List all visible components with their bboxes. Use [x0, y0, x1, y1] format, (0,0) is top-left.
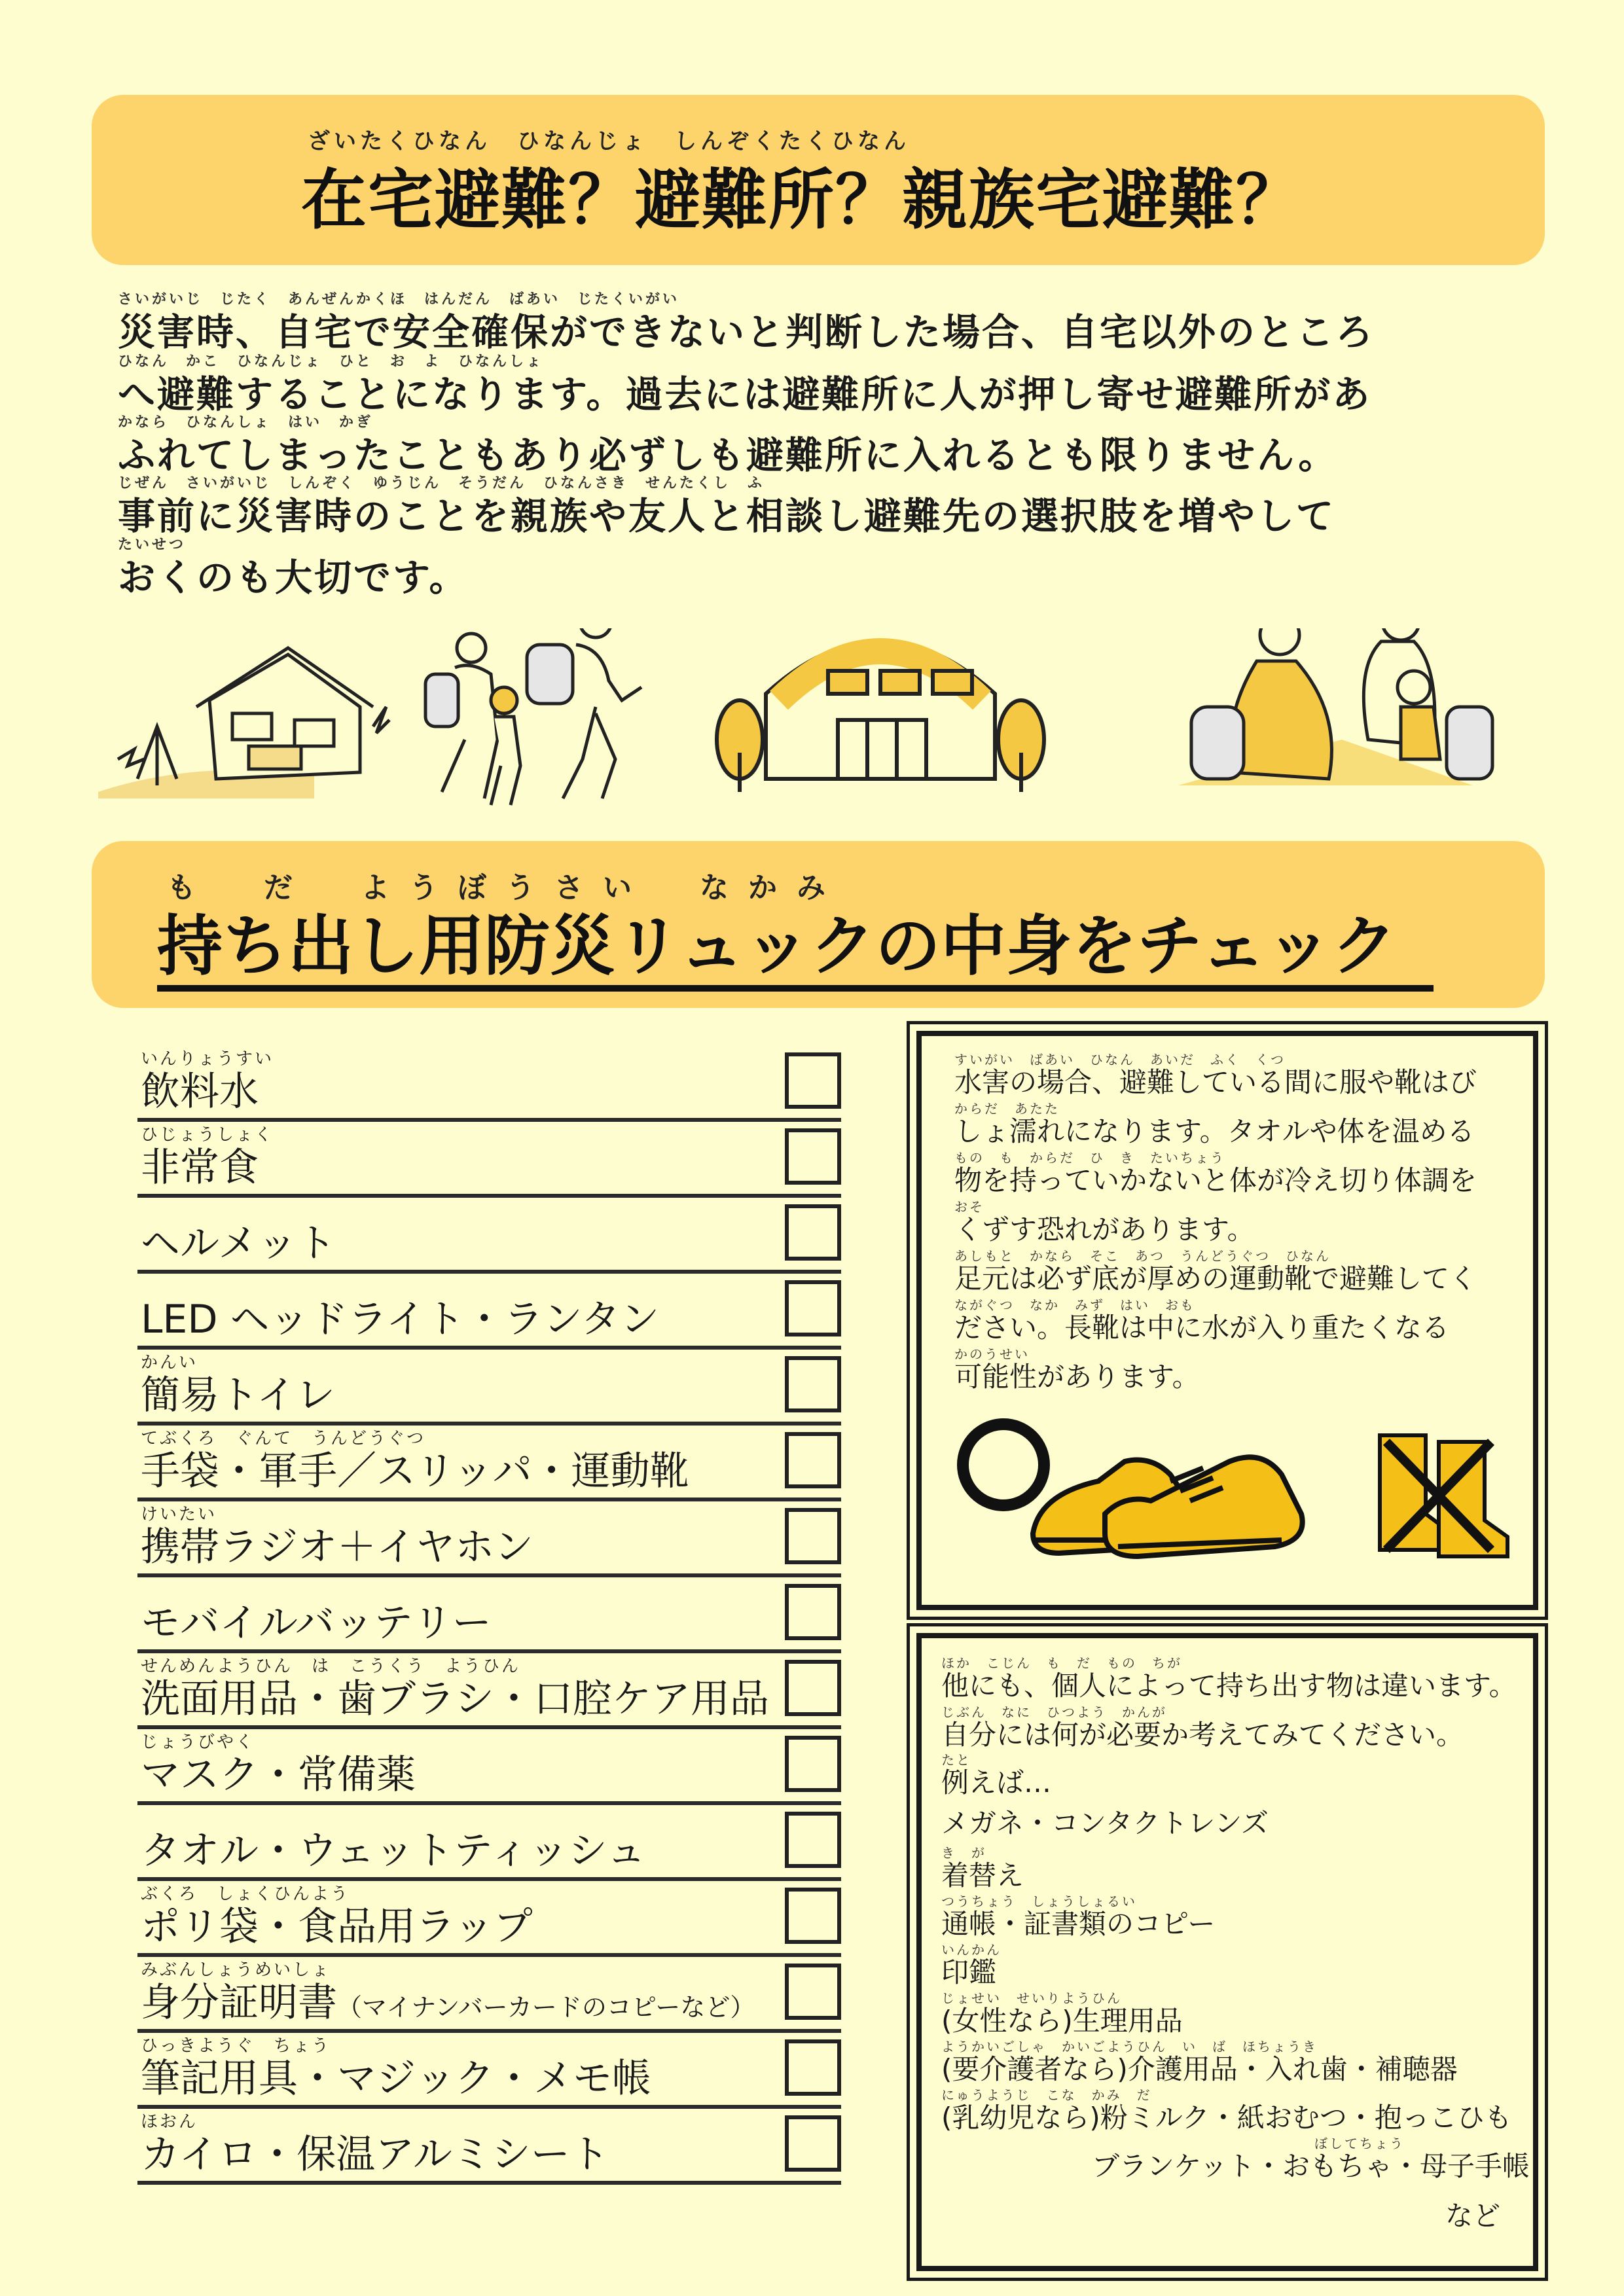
panel1-line: 足元は必ず底が厚めの運動靴で避難してく	[954, 1263, 1477, 1295]
checklist-label: 筆記用具・マジック・メモ帳	[141, 2056, 651, 2102]
panel1-ruby: ながぐつ なか みず はい おも	[954, 1297, 1195, 1313]
checklist-ruby: みぶんしょうめいしょ	[141, 1960, 331, 1980]
checklist-ruby: ひっきようぐ ちょう	[141, 2036, 331, 2056]
checkbox[interactable]	[785, 1508, 841, 1564]
divider	[137, 2181, 841, 2185]
checklist-ruby: けいたい	[141, 1505, 217, 1524]
panel2-line: ブランケット・おもちゃ・母子手帳	[1092, 2150, 1530, 2182]
checkbox[interactable]	[785, 2115, 841, 2172]
checkbox[interactable]	[785, 1812, 841, 1868]
section1-title-ruby: ざいたくひなん ひなんじょ しんぞくたくひなん	[308, 128, 910, 154]
panel1-line: しょ濡れになります。タオルや体を温める	[954, 1115, 1475, 1147]
checklist-label: ポリ袋・食品用ラップ	[141, 1904, 533, 1950]
panel2-line: 着替え	[941, 1859, 1024, 1892]
panel1-ruby: かのうせい	[954, 1346, 1030, 1362]
panel2-ruby: ほか こじん も だ もの ちが	[941, 1655, 1182, 1671]
checklist-label: タオル・ウェットティッシュ	[141, 1828, 646, 1874]
panel2-ruby: ぼしてちょう	[1314, 2136, 1405, 2151]
intro-ruby-1: さいがいじ じたく あんぜんかくほ はんだん ばあい じたくいがい	[118, 291, 680, 308]
shoes-illustration	[954, 1403, 1511, 1579]
checklist-label	[141, 1971, 755, 2028]
family-walking-icon	[425, 628, 641, 805]
checklist-label: カイロ・保温アルミシート	[141, 2132, 609, 2178]
checklist-item[interactable]	[137, 1275, 841, 1350]
divider	[137, 1801, 841, 1805]
panel2-line: メガネ・コンタクトレンズ	[941, 1807, 1269, 1839]
divider	[137, 1346, 841, 1350]
checklist-item[interactable]	[137, 1806, 841, 1881]
damaged-house-icon	[98, 648, 389, 798]
checklist-label: 洗面用品・歯ブラシ・口腔ケア用品	[141, 1676, 769, 1722]
checkbox[interactable]	[785, 1660, 841, 1716]
checklist-item[interactable]	[137, 1047, 841, 1122]
checklist-item[interactable]	[137, 1199, 841, 1274]
ok-circle-icon	[963, 1424, 1044, 1505]
intro-line-4: 事前に災害時のことを親族や友人と相談し避難先の選択肢を増やして	[118, 495, 1335, 538]
panel2-line: (要介護者なら)介護用品・入れ歯・補聴器	[941, 2053, 1458, 2085]
checklist-item[interactable]	[137, 2034, 841, 2109]
checklist-ruby: てぶくろ ぐんて うんどうぐつ	[141, 1429, 426, 1448]
checkbox[interactable]	[785, 1356, 841, 1412]
checkbox[interactable]	[785, 1432, 841, 1488]
divider	[137, 1194, 841, 1198]
panel1-line: 可能性があります。	[954, 1361, 1200, 1393]
divider	[137, 1573, 841, 1577]
intro-line-3: ふれてしまったこともあり必ずしも避難所に入れるとも限りません。	[118, 434, 1338, 477]
intro-ruby-4: じぜん さいがいじ しんぞく ゆうじん そうだん ひなんさき せんたくし ふ	[118, 475, 765, 492]
section2-title: 持ち出し用防災リュックの中身をチェック	[157, 908, 1397, 984]
sheltering-people-icon	[1178, 628, 1492, 785]
panel2-ruby: たと	[941, 1752, 971, 1768]
panel2-line: など	[1445, 2200, 1501, 2232]
panel1-ruby: からだ あたた	[954, 1101, 1060, 1117]
checklist-item[interactable]	[137, 1123, 841, 1198]
shelter-building-icon	[717, 641, 1044, 792]
checklist-item[interactable]	[137, 1882, 841, 1957]
footwear-advice-panel	[916, 1031, 1538, 1610]
panel1-ruby: おそ	[954, 1199, 984, 1215]
checklist-ruby: いんりょうすい	[141, 1049, 274, 1069]
panel1-ruby: もの も からだ ひ き たいちょう	[954, 1150, 1225, 1166]
checkbox[interactable]	[785, 1736, 841, 1792]
checklist-label: 飲料水	[141, 1069, 259, 1115]
panel1-line: 物を持っていかないと体が冷え切り体調を	[954, 1164, 1477, 1196]
checklist-label: LED ヘッドライト・ランタン	[141, 1297, 660, 1342]
panel1-ruby: すいがい ばあい ひなん あいだ ふく くつ	[954, 1052, 1286, 1067]
checklist-label: マスク・常備薬	[141, 1752, 416, 1798]
panel2-ruby: にゅうようじ こな かみ だ	[941, 2087, 1152, 2103]
checklist-item[interactable]	[137, 1958, 841, 2033]
checkbox[interactable]	[785, 1888, 841, 1944]
panel1-line: くずす恐れがあります。	[954, 1213, 1255, 1246]
panel2-line: (女性なら)生理用品	[941, 2005, 1183, 2037]
checkbox[interactable]	[785, 2039, 841, 2096]
panel2-line: 例えば…	[941, 1767, 1052, 1799]
checklist-item[interactable]	[137, 1731, 841, 1805]
checklist-item[interactable]	[137, 1427, 841, 1501]
panel2-line: 印鑑	[941, 1956, 997, 1988]
evacuation-illustration	[98, 628, 1538, 818]
checklist-note: （マイナンバーカードのコピーなど）	[337, 1993, 755, 2022]
intro-line-1: 災害時、自宅で安全確保ができないと判断した場合、自宅以外のところ	[118, 311, 1375, 354]
panel2-ruby: き が	[941, 1845, 986, 1861]
section2-title-underline	[157, 985, 1434, 992]
checklist-ruby: せんめんようひん は こうくう ようひん	[141, 1657, 521, 1676]
checkbox[interactable]	[785, 1128, 841, 1185]
checklist-label: 非常食	[141, 1145, 259, 1191]
checklist-label: 手袋・軍手／スリッパ・運動靴	[141, 1448, 689, 1494]
sneakers-icon	[1033, 1457, 1303, 1556]
intro-ruby-2: ひなん かこ ひなんじょ ひと お よ ひなんしょ	[118, 353, 544, 370]
checklist-label: モバイルバッテリー	[141, 1600, 492, 1646]
checklist-ruby: ほおん	[141, 2112, 198, 2132]
checklist-item[interactable]	[137, 1351, 841, 1426]
panel2-ruby: じょせい せいりようひん	[941, 1990, 1122, 2006]
divider	[137, 1270, 841, 1274]
checkbox[interactable]	[785, 1964, 841, 2020]
intro-ruby-3: かなら ひなんしょ はい かぎ	[118, 414, 374, 431]
panel2-ruby: ようかいごしゃ かいごようひん い ば ほちょうき	[941, 2039, 1318, 2054]
panel2-ruby: じぶん なに ひつよう かんが	[941, 1704, 1167, 1720]
panel2-line: 通帳・証書類のコピー	[941, 1908, 1216, 1940]
checklist-item[interactable]	[137, 1579, 841, 1653]
panel2-line: (乳幼児なら)粉ミルク・紙おむつ・抱っこひも	[941, 2102, 1512, 2134]
intro-line-5: おくのも大切です。	[118, 556, 469, 600]
checklist-ruby: ひじょうしょく	[141, 1125, 274, 1145]
section1-title: 在宅避難？避難所？親族宅避難？	[301, 162, 1303, 238]
panel2-line: 他にも、個人によって持ち出す物は違います。	[941, 1670, 1517, 1702]
checklist-label: ヘルメット	[141, 1221, 336, 1266]
panel1-ruby: あしもと かなら そこ あつ うんどうぐつ ひなん	[954, 1248, 1331, 1264]
checklist-label: 簡易トイレ	[141, 1372, 335, 1418]
checkbox[interactable]	[785, 1204, 841, 1261]
divider	[137, 2105, 841, 2109]
checklist-ruby: かんい	[141, 1353, 198, 1372]
intro-line-2: へ避難することになります。過去には避難所に人が押し寄せ避難所があ	[118, 373, 1372, 416]
intro-ruby-5: たいせつ	[118, 537, 187, 553]
checklist-item[interactable]	[137, 1503, 841, 1577]
checkbox[interactable]	[785, 1280, 841, 1336]
checkbox[interactable]	[785, 1584, 841, 1640]
panel1-line: ださい。長靴は中に水が入り重たくなる	[954, 1312, 1450, 1344]
checklist-ruby: ぶくろ しょくひんよう	[141, 1884, 350, 1904]
checklist-label-text: 身分証明書	[141, 1980, 337, 2026]
checklist-ruby: じょうびやく	[141, 1732, 255, 1752]
panel2-ruby: つうちょう しょうしょるい	[941, 1893, 1137, 1909]
panel1-line: 水害の場合、避難している間に服や靴はび	[954, 1066, 1477, 1098]
checklist-item[interactable]	[137, 1655, 841, 1729]
panel2-ruby: いんかん	[941, 1942, 1001, 1958]
divider	[137, 1498, 841, 1501]
panel2-line: 自分には何が必要か考えてみてください。	[941, 1719, 1464, 1751]
other-items-panel	[916, 1633, 1538, 2271]
checklist-label: 携帯ラジオ＋イヤホン	[141, 1524, 533, 1570]
section2-title-ruby: も だ ようぼうさい なかみ	[167, 871, 845, 905]
checklist-item[interactable]	[137, 2110, 841, 2185]
checkbox[interactable]	[785, 1052, 841, 1109]
